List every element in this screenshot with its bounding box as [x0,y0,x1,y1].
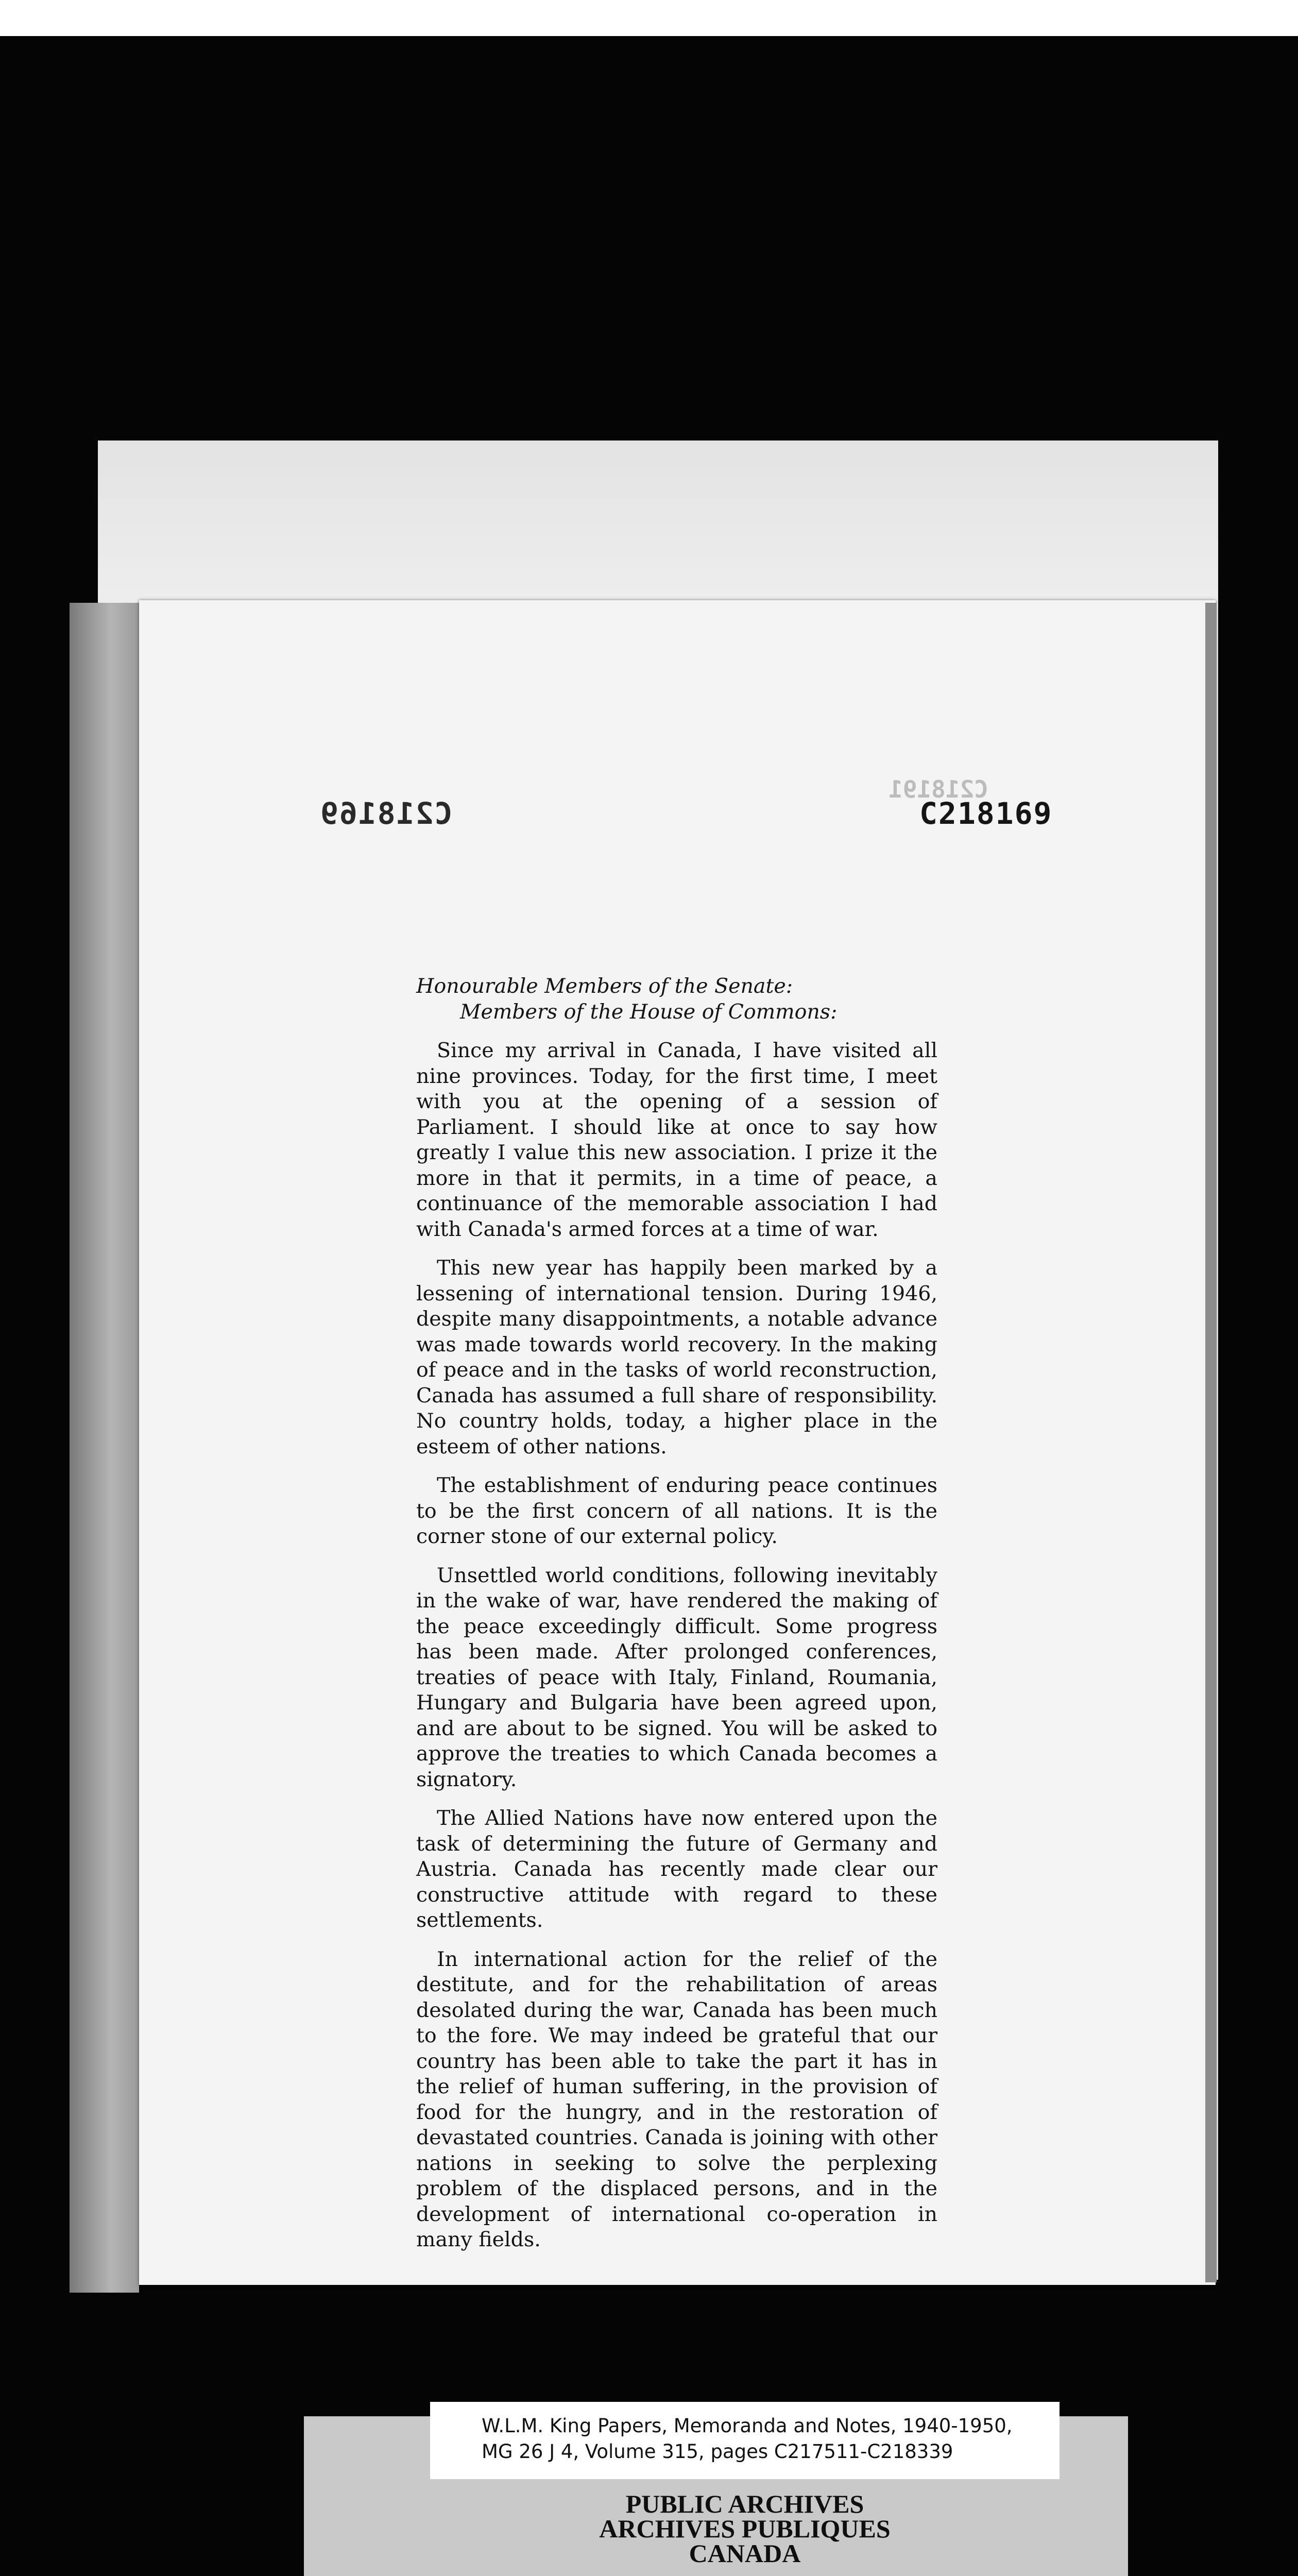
paragraph-2: This new year has happily been marked by a lessening of international tension. During 1946, despite many disappointments, a notable advance was made towards world recovery. In the making of peace and in the tasks of world reconstruction, Canada has assumed a full share of responsibility. No country holds, today, a higher place in the esteem of other nations. [416,1256,937,1459]
salutation-commons: Members of the House of Commons: [460,999,838,1024]
back-sheet-top-margin [98,440,1218,611]
mirrored-page-number-stamp: C218169 [319,796,453,831]
paragraph-6: In international action for the relief of the destitute, and for the rehabilitation of areas desolated during the war, Canada has been much to the fore. We may indeed be grateful that our country has been able to take the part it has in the relief of human suffering, in the provision of food for the hungry, and in the restoration of devastated countries. Canada is joining with other nations in seeking to solve the perplexing problem of the displaced persons, and in the development of international co-operation in many fields. [416,1947,937,2251]
archive-stamp [430,2479,1060,2576]
collection-label-line-2: MG 26 J 4, Volume 315, pages C217511-C218339 [482,2441,953,2463]
paragraph-3: The establishment of enduring peace continues to be the first concern of all nations. It is the corner stone of our external policy. [416,1473,937,1548]
paragraph-5: The Allied Nations have now entered upon the task of determining the future of Germany and Austria. Canada has recently made clear our constructive attitude with regard to these settlements. [416,1806,937,1932]
page-number-stamp: C218169 [919,796,1053,831]
archive-label-tab-right [1058,2416,1128,2576]
speech-text [416,974,937,2266]
collection-label-line-1: W.L.M. King Papers, Memoranda and Notes, 1940-1950, [482,2415,1013,2437]
page-left-edge [70,603,139,2293]
paragraph-4: Unsettled world conditions, following inevitably in the wake of war, have rendered the making of the peace exceedingly difficult. Some progress has been made. After prolonged conferences, treaties of peace with Italy, Finland, Roumania, Hungary and Bulgaria have been agreed upon, and are about to be signed. You will be asked to approve the treaties to which Canada becomes a signatory. [416,1563,937,1791]
archive-line-1: PUBLIC ARCHIVES [625,2489,864,2518]
show-through-stamp: C218191 [889,775,988,803]
paragraph-1: Since my arrival in Canada, I have visited all nine provinces. Today, for the first time, I meet with you at the opening of a session of Parliament. I should like at once to say how greatly I value this new association. I prize it the more in that it permits, in a time of peace, a continuance of the memorable association I had with Canada's armed forces at a time of war. [416,1039,937,1241]
archive-line-3: CANADA [689,2539,801,2568]
page-right-edge [1205,603,1217,2282]
salutation-senate: Honourable Members of the Senate: [416,974,793,998]
archive-label-tab-left [304,2416,433,2576]
collection-label [430,2402,1060,2479]
archive-line-2: ARCHIVES PUBLIQUES [599,2514,891,2543]
